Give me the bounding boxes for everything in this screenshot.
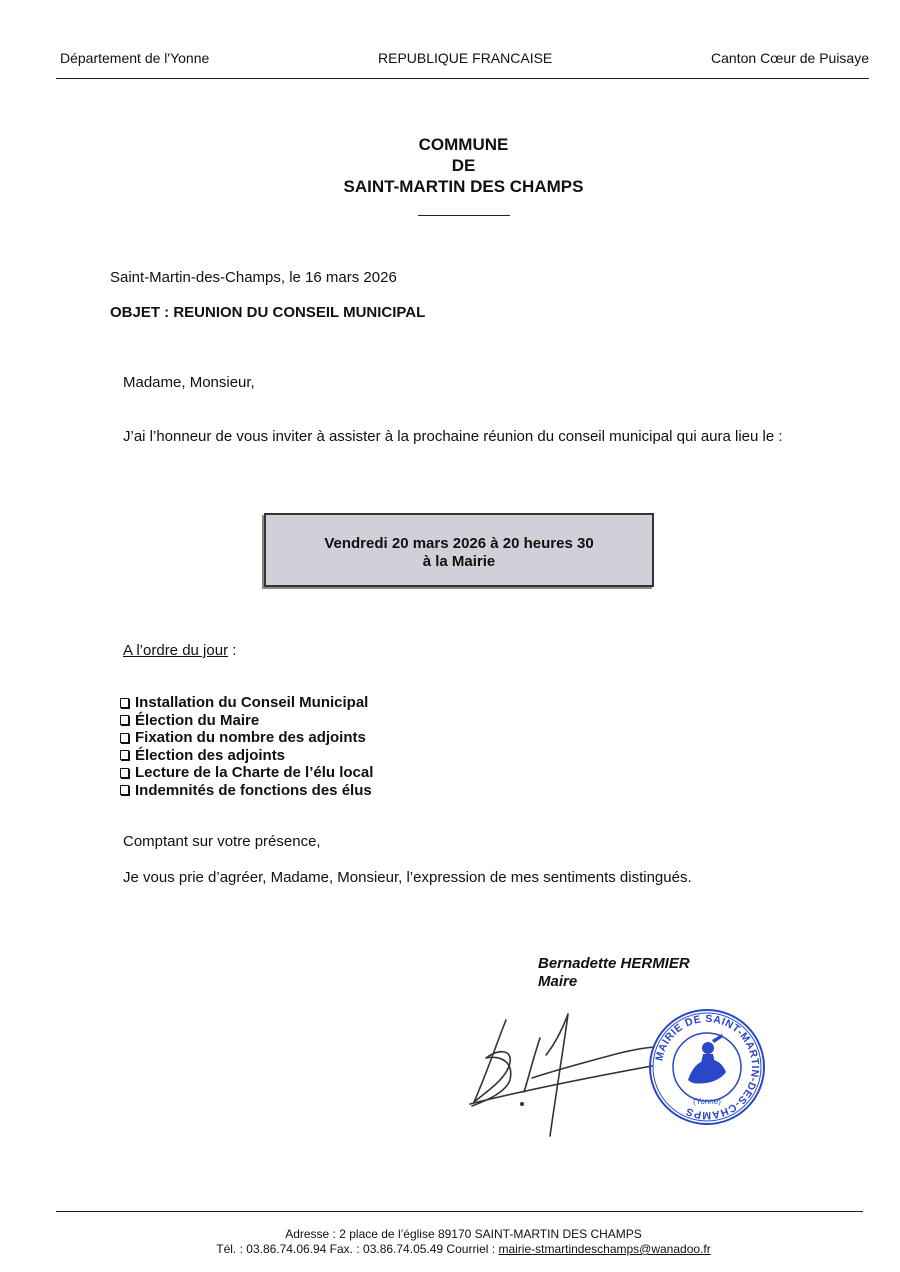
agenda-item-text: Élection du Maire xyxy=(135,711,260,729)
header-department: Département de l'Yonne xyxy=(60,50,210,66)
title-underline xyxy=(418,215,510,216)
title-commune: COMMUNE xyxy=(418,135,509,154)
closing-formula: Je vous prie d’agréer, Madame, Monsieur, l’expression de mes sentiments distingués. xyxy=(123,869,692,886)
agenda-item-text: Indemnités de fonctions des élus xyxy=(135,781,372,799)
meeting-info-box xyxy=(264,513,654,587)
agenda-heading xyxy=(123,642,236,659)
signatory-name: Bernadette HERMIER xyxy=(538,955,690,972)
mairie-stamp xyxy=(648,1008,766,1126)
agenda-colon: : xyxy=(228,642,237,659)
footer-phone-fax: Tél. : 03.86.74.06.94 Fax. : 03.86.74.05.49 Courriel : xyxy=(216,1242,499,1256)
checkbox-icon xyxy=(120,733,129,743)
agenda-item xyxy=(120,782,373,800)
agenda-label: A l’ordre du jour xyxy=(123,642,229,659)
closing-presence: Comptant sur votre présence, xyxy=(123,833,321,850)
place-date: Saint-Martin-des-Champs, le 16 mars 2026 xyxy=(110,269,397,286)
header-divider xyxy=(56,78,869,79)
agenda-item xyxy=(120,747,373,765)
agenda-item-text: Installation du Conseil Municipal xyxy=(135,694,369,711)
agenda-item xyxy=(120,712,373,730)
signatory-block xyxy=(538,955,690,991)
agenda-item-text: Élection des adjoints xyxy=(135,746,286,764)
agenda-item xyxy=(120,764,373,782)
stamp-text: MAIRIE DE SAINT-MARTIN-DES-CHAMPS xyxy=(653,1012,762,1122)
checkbox-icon xyxy=(120,785,129,795)
meeting-location: à la Mairie xyxy=(422,553,496,570)
title-town-name: SAINT-MARTIN DES CHAMPS xyxy=(343,177,584,196)
signatory-role: Maire xyxy=(538,973,578,990)
meeting-datetime: Vendredi 20 mars 2026 à 20 heures 30 xyxy=(324,535,594,552)
invitation-text: J’ai l’honneur de vous inviter à assister à la prochaine réunion du conseil municipal qui aura lieu le : xyxy=(123,428,783,445)
agenda-item xyxy=(120,729,373,747)
stamp-subtext: (Yonne) xyxy=(693,1097,721,1106)
footer-email-link[interactable]: mairie-stmartindeschamps@wanadoo.fr xyxy=(498,1242,711,1256)
subject-line: OBJET : REUNION DU CONSEIL MUNICIPAL xyxy=(110,304,426,321)
agenda-item xyxy=(120,694,373,712)
footer-contact xyxy=(0,1242,900,1256)
header-canton: Canton Cœur de Puisaye xyxy=(711,50,869,66)
handwritten-signature xyxy=(466,1000,656,1140)
agenda-list xyxy=(120,694,373,799)
checkbox-icon xyxy=(120,750,129,760)
header-republic: REPUBLIQUE FRANCAISE xyxy=(378,50,553,66)
salutation: Madame, Monsieur, xyxy=(123,374,255,391)
agenda-item-text: Fixation du nombre des adjoints xyxy=(135,729,366,746)
footer-divider xyxy=(56,1211,863,1212)
agenda-item-text: Lecture de la Charte de l’élu local xyxy=(135,764,374,781)
checkbox-icon xyxy=(120,768,129,778)
footer-address: Adresse : 2 place de l’église 89170 SAINT-MARTIN DES CHAMPS xyxy=(285,1227,642,1241)
title-de: DE xyxy=(451,156,476,175)
checkbox-icon xyxy=(120,698,129,708)
checkbox-icon xyxy=(120,715,129,725)
